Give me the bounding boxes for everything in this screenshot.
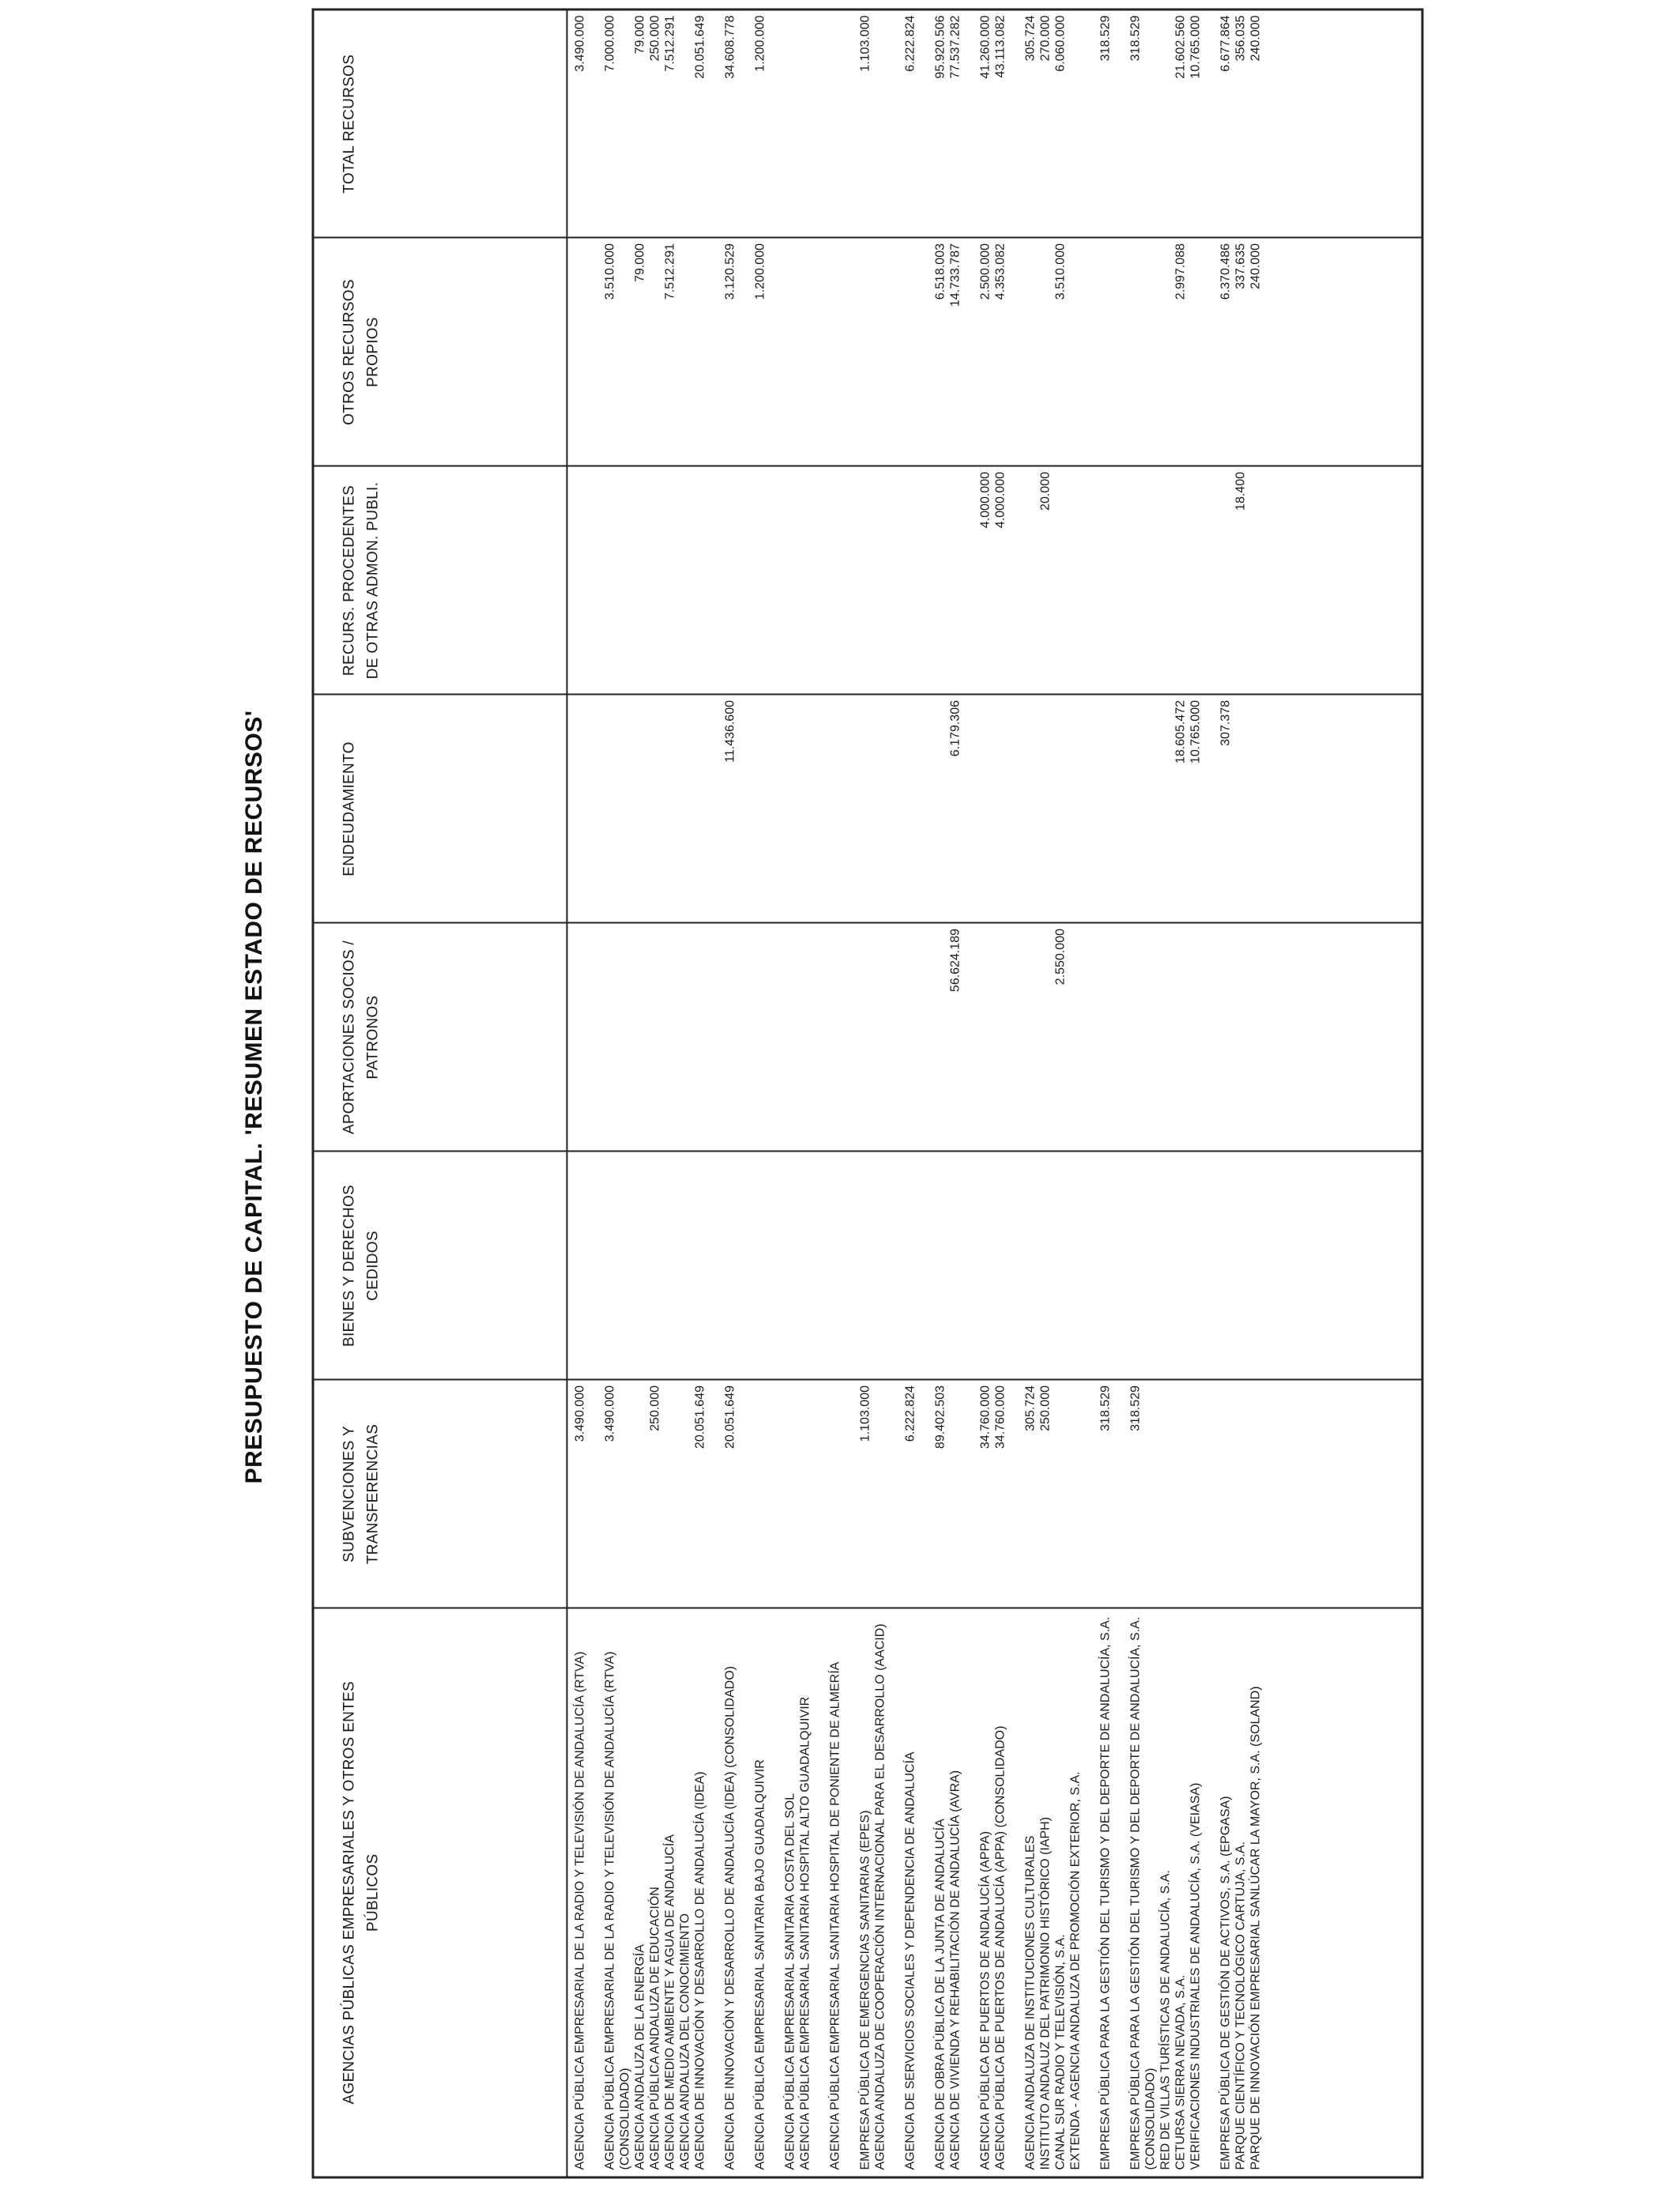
cell-endeudamiento [1038,696,1053,922]
entity-name: AGENCIA DE OBRA PÚBLICA DE LA JUNTA DE ANDALUCÍA [933,1819,947,2170]
cell-subvenciones [662,1381,677,1608]
entity-name: PARQUE DE INNOVACIÓN EMPRESARIAL SANLÚCAR LA MAYOR, S.A. (SOLAND) [1249,1686,1262,2170]
header-bienes: BIENES Y DERECHOS CEDIDOS [313,1152,567,1380]
entity-name: AGENCIA PÚBLICA EMPRESARIAL SANITARIA COSTA DEL SOL [783,1793,797,2170]
cell-aportaciones [1128,924,1158,1151]
cell-aportaciones [797,924,827,1151]
cell-otros [647,239,662,466]
cell-otros: 6.518.003 [933,243,947,300]
cell-otros [1158,239,1173,466]
cell-recurs [1128,467,1158,694]
cell-recurs [572,467,602,694]
cell-bienes [1053,1152,1068,1379]
cell-subvenciones: 89.402.503 [933,1385,947,1449]
cell-recurs [902,467,932,694]
cell-endeudamiento [677,696,692,922]
entity-name: EMPRESA PÚBLICA PARA LA GESTIÓN DEL TURISMO Y DEL DEPORTE DE ANDALUCÍA, S.A. (CONSOLIDADO) [1128,1616,1157,2170]
cell-subvenciones: 20.051.649 [693,1385,706,1449]
cell-otros [857,239,872,466]
cell-subvenciones [752,1381,782,1608]
cell-subvenciones: 34.760.000 [993,1385,1007,1449]
cell-otros: 79.000 [633,243,646,282]
entity-name: AGENCIA DE MEDIO AMBIENTE Y AGUA DE ANDALUCÍA [663,1834,676,2170]
cell-recurs [632,467,647,694]
cell-subvenciones [1248,1381,1278,1608]
cell-otros [677,239,692,466]
cell-aportaciones [1158,924,1173,1151]
aportaciones-column [567,923,1422,1152]
bienes-column [567,1152,1422,1380]
cell-total: 7.512.291 [663,15,676,72]
entity-name: AGENCIA DE INNOVACIÓN Y DESARROLLO DE ANDALUCÍA (IDEA) [693,1771,706,2170]
cell-otros [572,239,602,466]
cell-subvenciones [872,1381,902,1608]
cell-endeudamiento [572,696,602,922]
cell-bienes [1173,1152,1188,1379]
header-subvenciones: SUBVENCIONES Y TRANSFERENCIAS [313,1380,567,1608]
cell-otros: 6.370.486 [1219,243,1232,300]
cell-bienes [1128,1152,1158,1379]
cell-total: 21.602.560 [1173,15,1187,79]
cell-endeudamiento [902,696,932,922]
cell-recurs [1218,467,1233,694]
cell-subvenciones: 20.051.649 [723,1385,736,1449]
cell-subvenciones [1188,1381,1218,1608]
cell-recurs [662,467,677,694]
cell-recurs [1158,467,1173,694]
cell-subvenciones: 6.222.824 [903,1385,917,1442]
cell-total: 318.529 [1098,15,1112,62]
entity-name: INSTITUTO ANDALUZ DEL PATRIMONIO HISTÓRICO (IAPH) [1038,1816,1052,2170]
cell-aportaciones [1218,924,1233,1151]
cell-bienes [722,1152,752,1379]
cell-otros: 3.510.000 [603,243,616,300]
cell-recurs [932,467,947,694]
entity-name: PARQUE CIENTÍFICO Y TECNOLÓGICO CARTUJA, S.A. [1234,1842,1247,2170]
cell-bienes [692,1152,722,1379]
cell-endeudamiento [1068,696,1098,922]
cell-total: 270.000 [1038,15,1052,62]
entity-name: EMPRESA PÚBLICA PARA LA GESTIÓN DEL TURISMO Y DEL DEPORTE DE ANDALUCÍA, S.A. [1098,1616,1112,2170]
cell-recurs [692,467,722,694]
cell-recurs [1053,467,1068,694]
cell-endeudamiento: 11.436.600 [723,700,736,763]
cell-endeudamiento: 6.179.306 [948,700,962,757]
entity-name: AGENCIA PÚBLICA EMPRESARIAL DE LA RADIO Y TELEVISIÓN DE ANDALUCÍA (RTVA) [573,1651,586,2170]
cell-total: 1.200.000 [753,15,767,72]
cell-recurs: 20.000 [1038,472,1052,511]
cell-total: 95.920.506 [933,15,947,79]
entity-name: EXTENDA - AGENCIA ANDALUZA DE PROMOCIÓN EXTERIOR, S.A. [1068,1771,1082,2170]
entity-name: AGENCIA PÚBLICA DE PUERTOS DE ANDALUCÍA (APPA) [978,1830,992,2170]
cell-otros [782,239,797,466]
cell-subvenciones [1053,1381,1068,1608]
cell-subvenciones: 250.000 [648,1385,661,1431]
cell-endeudamiento [1098,696,1128,922]
cell-otros [1188,239,1218,466]
otros-column [567,238,1422,466]
cell-subvenciones [1173,1381,1188,1608]
cell-subvenciones [1218,1381,1233,1608]
cell-recurs [752,467,782,694]
resources-table-wrapper [311,9,1397,2179]
cell-total: 10.765.000 [1188,15,1202,79]
cell-endeudamiento [872,696,902,922]
cell-aportaciones [1173,924,1188,1151]
cell-subvenciones: 1.103.000 [858,1385,872,1442]
cell-total: 7.000.000 [603,15,616,72]
cell-otros [1128,239,1158,466]
header-aportaciones: APORTACIONES SOCIOS / PATRONOS [313,923,567,1152]
cell-subvenciones [1158,1381,1173,1608]
cell-subvenciones [797,1381,827,1608]
entity-name: AGENCIA ANDALUZA DE INSTITUCIONES CULTURALES [1023,1835,1037,2170]
entity-column [567,1608,1422,2177]
cell-recurs [722,467,752,694]
cell-bienes [662,1152,677,1379]
cell-endeudamiento [993,696,1023,922]
cell-subvenciones: 34.760.000 [978,1385,992,1449]
cell-bienes [1038,1152,1053,1379]
entity-name: AGENCIA DE VIVIENDA Y REHABILITACIÓN DE ANDALUCÍA (AVRA) [948,1770,962,2170]
endeudamiento-column [567,695,1422,923]
cell-endeudamiento [1128,696,1158,922]
cell-otros: 14.733.787 [948,243,962,307]
cell-endeudamiento [857,696,872,922]
cell-aportaciones [902,924,932,1151]
cell-total [782,11,797,238]
cell-total: 20.051.649 [693,15,706,79]
cell-bienes [1068,1152,1098,1379]
cell-aportaciones [1038,924,1053,1151]
cell-otros: 4.353.082 [993,243,1007,300]
cell-endeudamiento [1053,696,1068,922]
entity-name: CANAL SUR RADIO Y TELEVISIÓN, S.A. [1053,1934,1067,2170]
cell-otros [1068,239,1098,466]
cell-aportaciones [572,924,602,1151]
cell-aportaciones [977,924,993,1151]
cell-subvenciones [1233,1381,1248,1608]
cell-recurs: 4.000.000 [978,472,992,529]
cell-otros: 1.200.000 [753,243,767,300]
cell-otros: 337.635 [1234,243,1247,289]
cell-recurs [782,467,797,694]
cell-bienes [1098,1152,1128,1379]
cell-endeudamiento [1023,696,1038,922]
table-header-row [313,9,567,2177]
cell-recurs: 18.400 [1234,472,1247,511]
entity-name: AGENCIA PÚBLICA DE PUERTOS DE ANDALUCÍA (APPA) (CONSOLIDADO) [993,1725,1007,2170]
cell-bienes [782,1152,797,1379]
cell-recurs [677,467,692,694]
total-column [567,9,1422,238]
cell-bienes [1188,1152,1218,1379]
cell-total: 79.000 [633,15,646,55]
cell-otros [1098,239,1128,466]
header-endeudamiento: ENDEUDAMIENTO [313,695,567,923]
cell-total [872,11,902,238]
cell-endeudamiento [647,696,662,922]
subvenciones-column [567,1380,1422,1608]
cell-otros [692,239,722,466]
cell-aportaciones [1098,924,1128,1151]
cell-total [827,11,857,238]
cell-recurs [1188,467,1218,694]
cell-total: 3.490.000 [573,15,586,72]
cell-bienes [632,1152,647,1379]
cell-bienes [947,1152,977,1379]
cell-aportaciones [752,924,782,1151]
cell-endeudamiento: 10.765.000 [1188,700,1202,764]
entity-name: RED DE VILLAS TURÍSTICAS DE ANDALUCÍA, S.A. [1158,1870,1172,2170]
cell-recurs [797,467,827,694]
cell-subvenciones [632,1381,647,1608]
cell-aportaciones [782,924,797,1151]
cell-recurs [827,467,857,694]
cell-total: 250.000 [648,15,661,62]
cell-total: 34.608.778 [723,15,736,79]
cell-total: 318.529 [1128,15,1142,62]
cell-aportaciones [692,924,722,1151]
cell-aportaciones: 2.550.000 [1053,929,1067,986]
cell-bienes [752,1152,782,1379]
header-otros: OTROS RECURSOS PROPIOS [313,238,567,466]
cell-aportaciones [1248,924,1278,1151]
cell-aportaciones [677,924,692,1151]
entity-name: AGENCIA PÚBLICA ANDALUZA DE EDUCACIÓN [648,1887,661,2170]
cell-subvenciones: 305.724 [1023,1385,1037,1431]
cell-otros [1038,239,1053,466]
cell-otros: 3.510.000 [1053,243,1067,300]
entity-name: EMPRESA PÚBLICA DE EMERGENCIAS SANITARIAS (EPES) [858,1810,872,2170]
cell-aportaciones [647,924,662,1151]
recurs-column [567,466,1422,695]
cell-recurs [872,467,902,694]
cell-otros [872,239,902,466]
table-body-row [567,9,1422,2177]
cell-subvenciones: 3.490.000 [603,1385,616,1442]
cell-aportaciones [632,924,647,1151]
cell-subvenciones: 318.529 [1098,1385,1112,1431]
cell-bienes [647,1152,662,1379]
cell-total: 6.060.000 [1053,15,1067,72]
cell-subvenciones: 250.000 [1038,1385,1052,1431]
cell-endeudamiento [977,696,993,922]
cell-bienes [827,1152,857,1379]
cell-subvenciones [827,1381,857,1608]
cell-endeudamiento: 307.378 [1219,700,1232,746]
cell-aportaciones [827,924,857,1151]
cell-endeudamiento [1248,696,1278,922]
cell-aportaciones [1068,924,1098,1151]
entity-name: AGENCIA PÚBLICA EMPRESARIAL DE LA RADIO Y TELEVISIÓN DE ANDALUCÍA (RTVA) (CONSOLIDADO) [603,1651,631,2170]
header-recurs: RECURS. PROCEDENTES DE OTRAS ADMON. PUBLI. [313,466,567,695]
cell-recurs [1023,467,1038,694]
page-title: PRESUPUESTO DE CAPITAL. 'RESUMEN ESTADO DE RECURSOS' [241,710,267,1484]
cell-bienes [932,1152,947,1379]
cell-endeudamiento [1158,696,1173,922]
cell-bienes [977,1152,993,1379]
cell-endeudamiento [632,696,647,922]
cell-endeudamiento [662,696,677,922]
cell-subvenciones [947,1381,977,1608]
cell-recurs [1098,467,1128,694]
cell-endeudamiento [827,696,857,922]
cell-otros [1023,239,1038,466]
cell-aportaciones [872,924,902,1151]
cell-endeudamiento [782,696,797,922]
cell-endeudamiento [602,696,632,922]
cell-bienes [572,1152,602,1379]
cell-bienes [1233,1152,1248,1379]
cell-subvenciones: 3.490.000 [573,1385,586,1442]
cell-total: 240.000 [1249,15,1262,62]
entity-name: AGENCIA PÚBLICA EMPRESARIAL SANITARIA HOSPITAL DE PONIENTE DE ALMERÍA [828,1661,842,2170]
cell-total: 305.724 [1023,15,1037,62]
cell-bienes [1248,1152,1278,1379]
entity-name: AGENCIA DE INNOVACIÓN Y DESARROLLO DE ANDALUCÍA (IDEA) (CONSOLIDADO) [723,1666,736,2170]
cell-bienes [602,1152,632,1379]
cell-subvenciones: 318.529 [1128,1385,1142,1431]
cell-total: 41.260.000 [978,15,992,79]
entity-name: AGENCIA DE SERVICIOS SOCIALES Y DEPENDENCIA DE ANDALUCÍA [903,1751,917,2170]
entity-name: AGENCIA PÚBLICA EMPRESARIAL SANITARIA HOSPITAL ALTO GUADALQUIVIR [798,1696,812,2170]
entity-name: AGENCIA ANDALUZA DEL CONOCIMIENTO [678,1913,691,2170]
cell-endeudamiento [1233,696,1248,922]
cell-recurs [602,467,632,694]
cell-bienes [872,1152,902,1379]
cell-subvenciones [1068,1381,1098,1608]
header-entity: AGENCIAS PÚBLICAS EMPRESARIALES Y OTROS ENTES PÚBLICOS [313,1608,567,2177]
cell-aportaciones [993,924,1023,1151]
cell-otros: 2.997.088 [1173,243,1187,300]
cell-total [1068,11,1098,238]
cell-bienes [1023,1152,1038,1379]
cell-aportaciones [1188,924,1218,1151]
cell-endeudamiento [932,696,947,922]
cell-total: 6.677.864 [1219,15,1232,72]
cell-otros: 3.120.529 [723,243,736,300]
cell-otros: 7.512.291 [663,243,676,300]
resources-table [311,9,1423,2179]
entity-name: VERIFICACIONES INDUSTRIALES DE ANDALUCÍA, S.A. (VEIASA) [1188,1782,1202,2170]
cell-aportaciones [932,924,947,1151]
cell-recurs: 4.000.000 [993,472,1007,529]
cell-total [797,11,827,238]
cell-bienes [797,1152,827,1379]
cell-bienes [902,1152,932,1379]
cell-subvenciones [782,1381,797,1608]
cell-recurs [1173,467,1188,694]
cell-otros [827,239,857,466]
cell-total: 43.113.082 [993,15,1007,78]
cell-endeudamiento [692,696,722,922]
cell-otros: 2.500.000 [978,243,992,300]
cell-aportaciones [722,924,752,1151]
entity-name: AGENCIA ANDALUZA DE COOPERACIÓN INTERNACIONAL PARA EL DESARROLLO (AACID) [873,1623,887,2170]
cell-bienes [993,1152,1023,1379]
entity-name: AGENCIA PÚBLICA EMPRESARIAL SANITARIA BAJO GUADALQUIVIR [753,1759,767,2170]
cell-bienes [1218,1152,1233,1379]
cell-total [677,11,692,238]
cell-total: 6.222.824 [903,15,917,72]
cell-aportaciones [662,924,677,1151]
cell-otros [902,239,932,466]
cell-endeudamiento: 18.605.472 [1173,700,1187,764]
cell-aportaciones [1023,924,1038,1151]
cell-bienes [677,1152,692,1379]
cell-recurs [647,467,662,694]
cell-aportaciones: 56.624.189 [948,929,962,993]
header-total: TOTAL RECURSOS [313,9,567,238]
cell-total: 356.035 [1234,15,1247,62]
entity-name: CETURSA SIERRA NEVADA, S.A. [1173,1974,1187,2170]
cell-otros [797,239,827,466]
cell-aportaciones [857,924,872,1151]
cell-otros: 240.000 [1249,243,1262,289]
cell-aportaciones [602,924,632,1151]
cell-total: 77.537.282 [948,15,962,79]
cell-recurs [1248,467,1278,694]
entity-name: EMPRESA PÚBLICA DE GESTIÓN DE ACTIVOS, S.A. (EPGASA) [1219,1796,1232,2170]
cell-aportaciones [1233,924,1248,1151]
cell-bienes [857,1152,872,1379]
cell-endeudamiento [752,696,782,922]
cell-recurs [947,467,977,694]
cell-total: 1.103.000 [858,15,872,72]
cell-recurs [857,467,872,694]
cell-total [1158,11,1173,238]
cell-recurs [1068,467,1098,694]
entity-name: AGENCIA ANDALUZA DE LA ENERGÍA [633,1944,646,2170]
cell-endeudamiento [797,696,827,922]
cell-bienes [1158,1152,1173,1379]
cell-subvenciones [677,1381,692,1608]
